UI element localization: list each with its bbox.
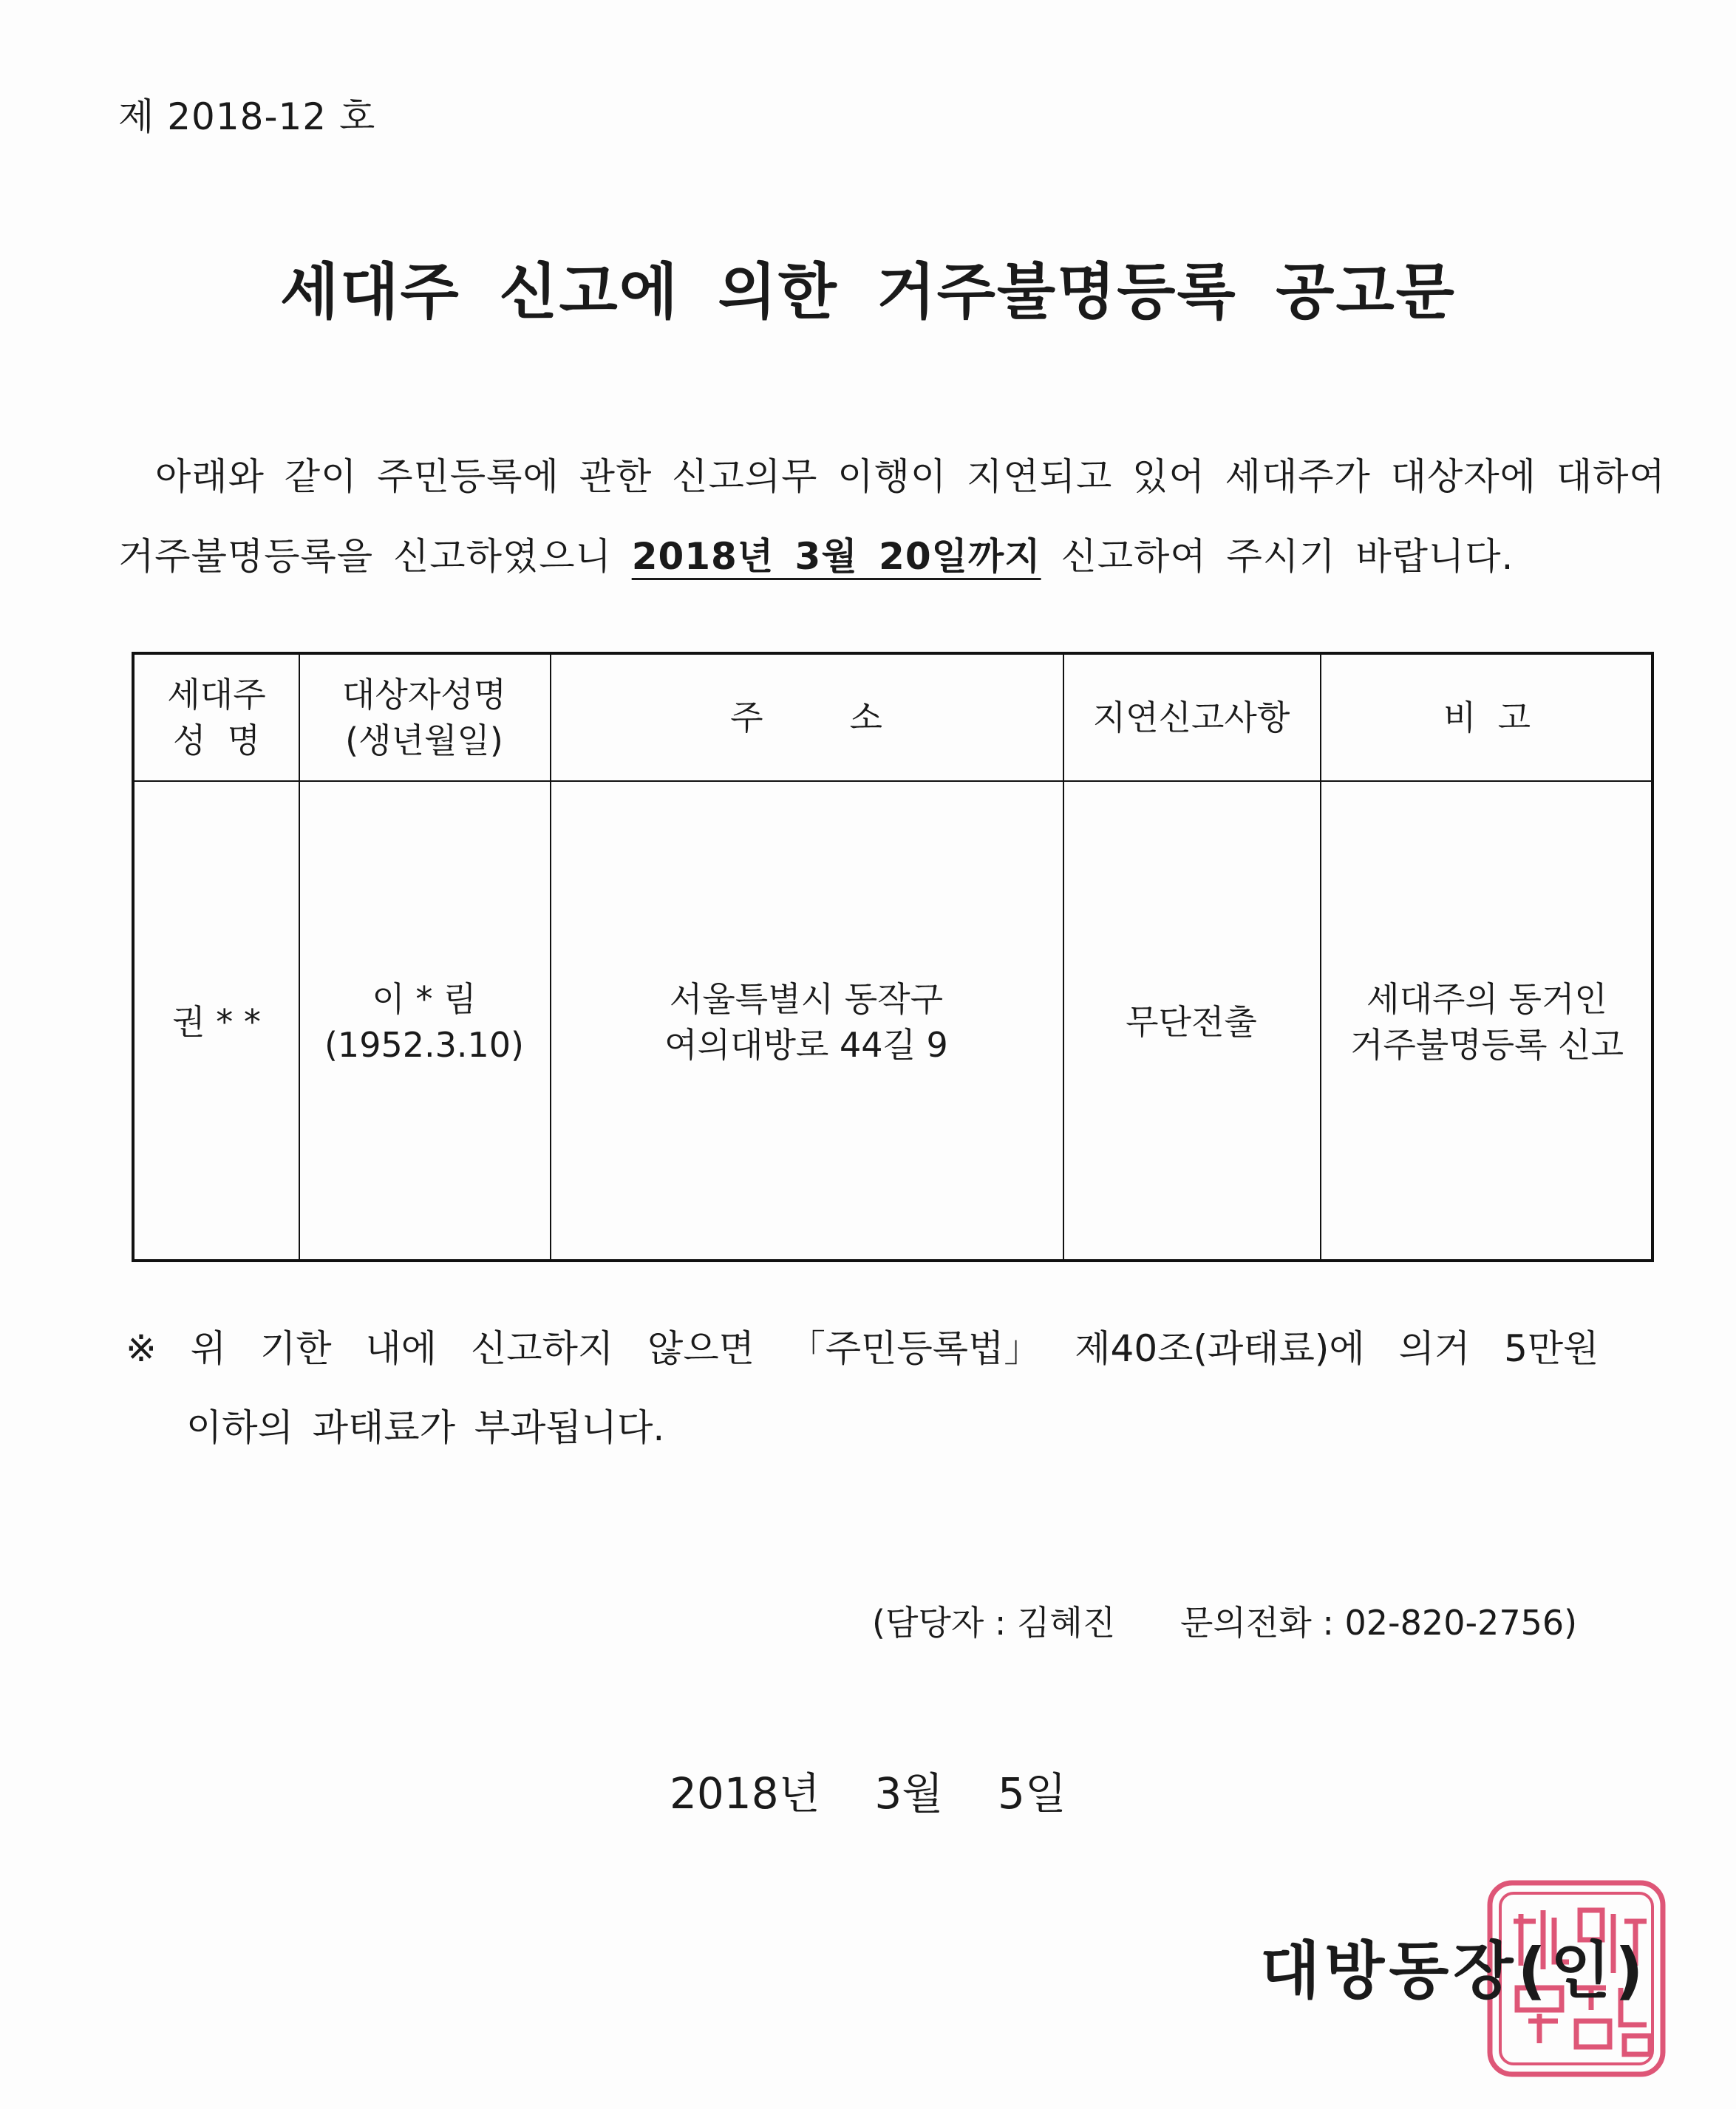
cell-remarks-line1: 세대주의 동거인: [1366, 978, 1607, 1019]
header-subject-line2: (생년월일): [345, 720, 503, 760]
footnote-line-2: 이하의 과태료가 부과됩니다.: [186, 1406, 665, 1449]
footnote-line-1: ※ 위 기한 내에 신고하지 않으면 「주민등록법」 제40조(과태료)에 의거 5만원: [126, 1327, 1599, 1370]
intro-paragraph-line-2: [118, 527, 1611, 580]
cell-address-line2: 여의대방로 44길 9: [664, 1025, 948, 1065]
issue-date: 2018년 3월 5일: [670, 1768, 1066, 1819]
header-householder-line1: 세대주: [167, 674, 266, 715]
contact-info: (담당자 : 김혜진 문의전화 : 02-820-2756): [872, 1603, 1578, 1643]
intro-paragraph-line-1: 아래와 같이 주민등록에 관한 신고의무 이행이 지연되고 있어 세대주가 대상자에 대하여: [155, 455, 1666, 498]
document-title: 세대주 신고에 의한 거주불명등록 공고문: [280, 257, 1456, 327]
cell-address-line1: 서울특별시 동작구: [669, 978, 944, 1019]
intro-text-suffix: 신고하여 주시기 바랍니다.: [1041, 535, 1514, 578]
header-delay: 지연신고사항: [1092, 697, 1290, 737]
header-householder-line2: 성 명: [172, 720, 261, 760]
intro-text-prefix: 거주불명등록을 신고하였으니: [118, 535, 632, 578]
cell-householder: 권 * *: [172, 1001, 261, 1042]
header-remarks: 비 고: [1443, 697, 1531, 737]
cell-remarks-line2: 거주불명등록 신고: [1349, 1025, 1624, 1065]
header-subject-line1: 대상자성명: [341, 674, 507, 715]
cell-subject-name: 이 * 림: [372, 978, 477, 1019]
header-householder-name: [135, 655, 299, 780]
document-number: 제 2018-12 호: [118, 95, 376, 138]
cell-delay: 무단전출: [1126, 1001, 1257, 1042]
cell-address: [550, 782, 1063, 1262]
issuer-signature: 대방동장(인): [1260, 1935, 1648, 2007]
header-subject-name: [299, 655, 550, 780]
cell-remarks: [1320, 782, 1654, 1262]
deadline-date: 2018년 3월 20일까지: [631, 535, 1041, 578]
header-address: 주 소: [730, 697, 882, 737]
notice-table: [132, 652, 1654, 1262]
cell-subject: [299, 782, 550, 1262]
cell-subject-birth: (1952.3.10): [324, 1025, 524, 1065]
